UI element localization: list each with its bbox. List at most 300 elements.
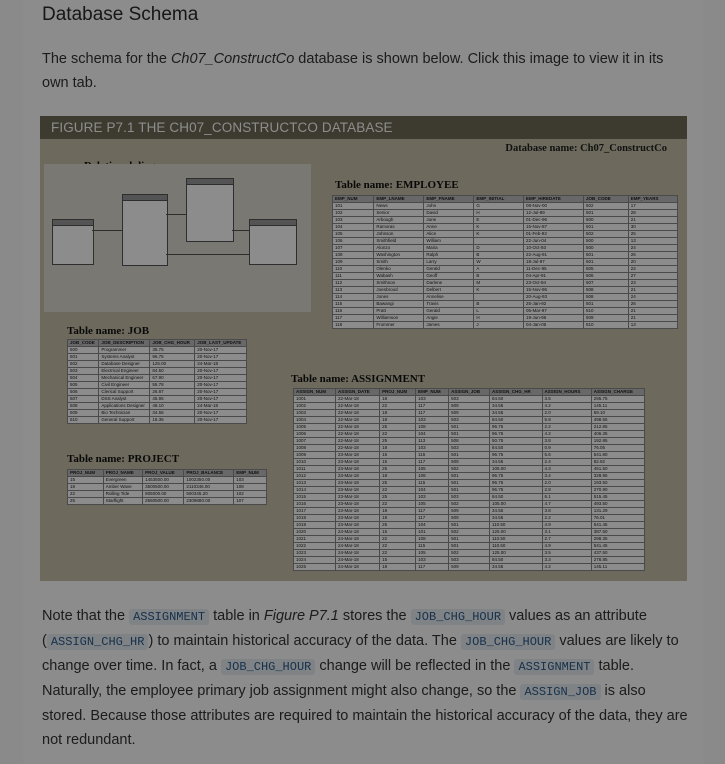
employee-row (333, 322, 678, 329)
table-cell: 23-Mar-18 (336, 473, 380, 480)
employee-table (332, 195, 678, 329)
table-cell: 3500500.00 (143, 484, 184, 491)
table-cell: 1008 (294, 445, 336, 452)
assignment-row (294, 564, 645, 571)
table-cell: 20-Nov-17 (195, 389, 247, 396)
assignment-header-row (294, 389, 645, 396)
table-cell: 541.45 (591, 522, 644, 529)
column-header: EMP_YEARS (628, 196, 677, 203)
table-cell: 212.85 (591, 424, 644, 431)
table-cell: 1022 (294, 543, 336, 550)
table-cell: Delbert (424, 287, 474, 294)
project-table (67, 469, 267, 505)
table-cell: 22 (628, 266, 677, 273)
table-cell: Bawangi (374, 301, 424, 308)
table-cell: 503 (449, 445, 490, 452)
table-cell: 500 (583, 245, 628, 252)
table-cell: Frommer (374, 322, 424, 329)
table-cell: 1002350.00 (184, 477, 234, 484)
table-cell: 20-Nov-17 (195, 410, 247, 417)
table-cell: 20-Nov-17 (195, 396, 247, 403)
table-cell: 1001 (294, 396, 336, 403)
table-cell: 13 (628, 238, 677, 245)
table-cell: 20-Aug-93 (523, 294, 583, 301)
table-cell: 28 (628, 210, 677, 217)
table-cell: 437.50 (591, 550, 644, 557)
table-cell: 105 (416, 466, 449, 473)
table-cell: 502 (449, 466, 490, 473)
table-cell: 125.00 (489, 529, 542, 536)
table-cell: 2309880.00 (184, 498, 234, 505)
table-cell: 1007 (294, 438, 336, 445)
entity-assignment (186, 178, 234, 242)
table-cell: 18-Jul-97 (523, 259, 583, 266)
table-cell: 3.1 (542, 529, 591, 536)
table-cell: Williamson (374, 315, 424, 322)
table-cell: 11-Dec-95 (523, 266, 583, 273)
table-cell: Amber Wave (103, 484, 142, 491)
table-cell: 15-Nov-87 (523, 224, 583, 231)
table-cell: 509 (449, 515, 490, 522)
column-header: PROJ_NUM (68, 470, 104, 477)
table-cell: Wabash (374, 273, 424, 280)
table-cell: Rolling Tide (103, 491, 142, 498)
assignment-row (294, 543, 645, 550)
table-cell: 34.55 (489, 403, 542, 410)
table-cell: 18 (380, 473, 416, 480)
table-cell: 508 (583, 294, 628, 301)
table-cell: 5.6 (542, 452, 591, 459)
column-header: PROJ_NUM (380, 389, 416, 396)
table-cell: 1453500.00 (143, 477, 184, 484)
table-cell: 102 (234, 491, 267, 498)
table-cell: Starflight (103, 498, 142, 505)
assignment-row (294, 557, 645, 564)
table-cell: Olenko (374, 266, 424, 273)
table-cell: 34.55 (489, 515, 542, 522)
entity-project (249, 219, 297, 265)
table-cell: H (474, 210, 524, 217)
assignment-row (294, 515, 645, 522)
table-cell: 112 (333, 280, 374, 287)
table-cell: 503 (449, 494, 490, 501)
table-cell: 387.50 (591, 529, 644, 536)
table-cell: 5.9 (542, 417, 591, 424)
column-header: JOB_DESCRIPTION (99, 340, 150, 347)
table-cell: 116 (333, 308, 374, 315)
assignment-row (294, 403, 645, 410)
assignment-row (294, 473, 645, 480)
table-cell: 507 (68, 396, 99, 403)
table-cell: 27 (628, 273, 677, 280)
table-cell: Alonzo (374, 245, 424, 252)
table-cell: 500 (583, 238, 628, 245)
table-cell: 15-Nov-96 (523, 287, 583, 294)
table-cell: Smithson (374, 280, 424, 287)
table-cell: 30 (628, 224, 677, 231)
table-cell: 501 (449, 543, 490, 550)
table-cell: 96.75 (489, 473, 542, 480)
table-cell: Jones (374, 294, 424, 301)
table-cell: 22 (380, 501, 416, 508)
table-cell: W (474, 259, 524, 266)
table-cell: 501 (449, 473, 490, 480)
assignment-row (294, 480, 645, 487)
table-cell: 131.29 (591, 508, 644, 515)
table-cell: 115 (416, 480, 449, 487)
assignment-row (294, 417, 645, 424)
table-cell: Alice (424, 231, 474, 238)
table-cell: 1011 (294, 466, 336, 473)
table-cell: 34.55 (489, 459, 542, 466)
assignment-row (294, 529, 645, 536)
table-cell: 2.0 (542, 480, 591, 487)
table-cell: 1014 (294, 487, 336, 494)
table-cell: 22 (68, 491, 104, 498)
entity-job (52, 219, 94, 265)
column-header: EMP_FNAME (424, 196, 474, 203)
table-cell: 509 (68, 410, 99, 417)
table-cell: 18 (380, 396, 416, 403)
column-header: EMP_LNAME (374, 196, 424, 203)
table-cell: 108 (416, 536, 449, 543)
table-cell: 84.50 (489, 445, 542, 452)
table-cell: 2.8 (542, 487, 591, 494)
table-cell: 505 (583, 266, 628, 273)
table-cell: 6.1 (542, 494, 591, 501)
table-cell: 18 (380, 564, 416, 571)
table-cell: 502 (449, 501, 490, 508)
table-cell: 01-Feb-93 (523, 231, 583, 238)
table-cell: M (474, 280, 524, 287)
table-cell: 23-Mar-18 (336, 459, 380, 466)
table-cell: 111 (333, 273, 374, 280)
table-cell: B (474, 273, 524, 280)
table-cell: 105 (333, 231, 374, 238)
column-header: EMP_NUM (234, 470, 267, 477)
table-cell: 101 (416, 529, 449, 536)
table-cell: 1015 (294, 494, 336, 501)
table-cell: 4.3 (542, 466, 591, 473)
table-cell: 15 (380, 452, 416, 459)
table-cell: 406.35 (591, 431, 644, 438)
job-row (68, 354, 247, 361)
table-cell: 67.90 (150, 375, 195, 382)
table-cell: 25-Jan-92 (523, 301, 583, 308)
table-cell: 145.11 (591, 403, 644, 410)
database-name-label: Database name: Ch07_ConstructCo (505, 143, 667, 154)
employee-row (333, 231, 678, 238)
assignment-row (294, 431, 645, 438)
table-cell: 23-Mar-18 (336, 494, 380, 501)
table-cell: 509 (449, 508, 490, 515)
table-cell: 26.87 (150, 389, 195, 396)
table-cell: 2650500.00 (143, 498, 184, 505)
job-row (68, 368, 247, 375)
column-header: ASSIGN_CHARGE (591, 389, 644, 396)
table-cell: K (474, 224, 524, 231)
table-cell: 109 (333, 259, 374, 266)
assignment-row (294, 550, 645, 557)
column-header: EMP_INITIAL (474, 196, 524, 203)
table-cell: Angie (424, 315, 474, 322)
job-row (68, 410, 247, 417)
job-row (68, 403, 247, 410)
table-cell: 15 (380, 459, 416, 466)
table-cell: 115 (416, 543, 449, 550)
table-cell: 1005 (294, 424, 336, 431)
table-cell: 19-Jun-96 (523, 315, 583, 322)
project-row (68, 498, 267, 505)
table-cell: 23-Mar-18 (336, 452, 380, 459)
table-cell: 500 (68, 347, 99, 354)
table-cell: 510 (583, 322, 628, 329)
table-cell: 22 (380, 536, 416, 543)
table-cell: K (474, 287, 524, 294)
table-cell: 23-Mar-18 (336, 522, 380, 529)
table-cell: G (474, 203, 524, 210)
table-cell: 84.50 (150, 368, 195, 375)
table-cell: Evergreen (103, 477, 142, 484)
table-cell: 25 (628, 231, 677, 238)
column-header: ASSIGN_CHG_HR (489, 389, 542, 396)
table-cell: 4.7 (542, 501, 591, 508)
table-cell: Civil Engineer (99, 382, 150, 389)
table-cell: 502 (449, 529, 490, 536)
table-cell (474, 238, 524, 245)
table-cell: 18 (380, 445, 416, 452)
table-cell: 105.00 (489, 501, 542, 508)
employee-row (333, 259, 678, 266)
assignment-row (294, 501, 645, 508)
table-cell: 08-Nov-00 (523, 203, 583, 210)
table-cell: D (474, 245, 524, 252)
table-cell: 45.95 (150, 396, 195, 403)
table-cell: 96.75 (489, 480, 542, 487)
table-cell: 1018 (294, 515, 336, 522)
table-cell: 508 (583, 287, 628, 294)
table-cell: 110 (333, 266, 374, 273)
table-cell: 117 (416, 508, 449, 515)
table-cell: 108 (234, 484, 267, 491)
table-cell: 1025 (294, 564, 336, 571)
table-cell: 96.75 (489, 487, 542, 494)
table-cell: 3.5 (542, 550, 591, 557)
assignment-row (294, 424, 645, 431)
table-cell: 96.75 (150, 354, 195, 361)
table-cell: 509 (583, 315, 628, 322)
table-cell: B (474, 301, 524, 308)
table-cell: Smithfield (374, 238, 424, 245)
table-cell: 25 (68, 498, 104, 505)
table-cell: 104 (333, 224, 374, 231)
table-cell: 104 (416, 522, 449, 529)
table-cell: 10-Oct-93 (523, 245, 583, 252)
column-header: PROJ_VALUE (143, 470, 184, 477)
table-cell: 24-Mar-18 (195, 403, 247, 410)
job-row (68, 396, 247, 403)
table-cell: Systems Analyst (99, 354, 150, 361)
table-cell: 110.50 (489, 522, 542, 529)
assignment-row (294, 536, 645, 543)
table-cell: 50.75 (489, 438, 542, 445)
table-cell: 69.10 (591, 410, 644, 417)
table-cell: 501 (583, 210, 628, 217)
table-cell: 23 (628, 280, 677, 287)
employee-row (333, 252, 678, 259)
table-cell: 20-Nov-17 (195, 347, 247, 354)
table-cell: 48.10 (150, 403, 195, 410)
table-cell: 500 (583, 217, 628, 224)
table-cell: 105 (416, 501, 449, 508)
relationship-line (92, 230, 122, 231)
page-title: Database Schema (42, 4, 199, 25)
table-cell: 4.2 (542, 403, 591, 410)
table-cell: 1023 (294, 550, 336, 557)
table-cell: 23-Mar-18 (336, 480, 380, 487)
table-cell: Ramoras (374, 224, 424, 231)
table-cell: Darlene (424, 280, 474, 287)
table-cell: Gerald (424, 266, 474, 273)
table-cell: 24 (628, 294, 677, 301)
table-cell: 21 (628, 217, 677, 224)
table-cell: J (474, 322, 524, 329)
table-cell: 541.80 (591, 452, 644, 459)
table-cell: 501 (449, 424, 490, 431)
table-cell: 34.55 (489, 410, 542, 417)
table-cell: 55.78 (150, 382, 195, 389)
table-cell: 501 (449, 522, 490, 529)
table-cell: 22-Mar-18 (336, 445, 380, 452)
table-cell: 125.00 (489, 550, 542, 557)
table-cell: 2.0 (542, 410, 591, 417)
job-row (68, 361, 247, 368)
table-cell: 117 (416, 515, 449, 522)
job-row (68, 382, 247, 389)
employee-row (333, 280, 678, 287)
employee-header-row (333, 196, 678, 203)
relationship-line (166, 254, 249, 255)
table-cell: 1016 (294, 501, 336, 508)
table-cell: Washington (374, 252, 424, 259)
table-cell: 26 (628, 301, 677, 308)
column-header: ASSIGN_HOURS (542, 389, 591, 396)
table-cell: 805000.00 (143, 491, 184, 498)
assignment-row (294, 487, 645, 494)
table-cell: 76.01 (591, 515, 644, 522)
table-cell: 34.55 (150, 410, 195, 417)
table-cell: 118 (333, 322, 374, 329)
table-cell: 17 (628, 203, 677, 210)
table-cell: 20-Nov-17 (195, 417, 247, 424)
table-cell: 25 (380, 424, 416, 431)
table-cell: 35.75 (150, 347, 195, 354)
table-cell: 24 (628, 245, 677, 252)
table-cell: 506 (583, 273, 628, 280)
table-cell: 108 (416, 424, 449, 431)
table-cell: 145.11 (591, 564, 644, 571)
table-cell: 24-Mar-18 (336, 529, 380, 536)
table-cell: 501 (583, 301, 628, 308)
table-cell: 22-Mar-18 (336, 417, 380, 424)
table-cell: Pratt (374, 308, 424, 315)
code-assign-job: ASSIGN_JOB (520, 684, 600, 700)
table-cell: 22 (380, 487, 416, 494)
table-cell: 103 (416, 445, 449, 452)
table-cell: 96.75 (489, 424, 542, 431)
table-cell: 76.05 (591, 445, 644, 452)
table-cell: Gerald (424, 308, 474, 315)
table-cell: 05-Mar-97 (523, 308, 583, 315)
employee-row (333, 210, 678, 217)
employee-row (333, 238, 678, 245)
table-cell: 4.2 (542, 431, 591, 438)
table-cell: 3.5 (542, 396, 591, 403)
employee-row (333, 224, 678, 231)
table-cell: Arbough (374, 217, 424, 224)
table-cell: 500345.20 (184, 491, 234, 498)
column-header: ASSIGN_JOB (449, 389, 490, 396)
project-row (68, 477, 267, 484)
assignment-row (294, 445, 645, 452)
table-cell: 108 (416, 473, 449, 480)
project-table-label: Table name: PROJECT (67, 453, 180, 465)
table-cell: Mechanical Engineer (99, 375, 150, 382)
table-cell: 22 (380, 403, 416, 410)
table-cell: 501 (583, 259, 628, 266)
table-cell: 12-Jul-89 (523, 210, 583, 217)
schema-figure-image[interactable] (40, 116, 687, 581)
table-cell: Electrical Engineer (99, 368, 150, 375)
table-cell: E (474, 217, 524, 224)
table-cell: 501 (583, 252, 628, 259)
table-cell: 510 (583, 308, 628, 315)
code-assignment: ASSIGNMENT (129, 609, 209, 625)
table-cell: 22-Mar-18 (336, 403, 380, 410)
table-cell: 25 (380, 438, 416, 445)
table-cell: 18 (380, 410, 416, 417)
table-cell: 501 (68, 354, 99, 361)
table-cell: 105 (416, 550, 449, 557)
table-cell: 501 (449, 487, 490, 494)
table-cell: 113 (333, 287, 374, 294)
table-cell: H (474, 315, 524, 322)
assignment-row (294, 508, 645, 515)
table-cell: 22-Mar-18 (336, 410, 380, 417)
table-cell: 0.9 (542, 445, 591, 452)
column-header: EMP_HIREDATE (523, 196, 583, 203)
assignment-row (294, 522, 645, 529)
assignment-row (294, 438, 645, 445)
table-cell: 270.90 (591, 487, 644, 494)
table-cell: 23-Oct-94 (523, 280, 583, 287)
column-header: EMP_NUM (416, 389, 449, 396)
table-cell: 13 (628, 322, 677, 329)
job-row (68, 347, 247, 354)
entity-employee (122, 194, 168, 266)
table-cell: 193.50 (591, 480, 644, 487)
table-cell: 1004 (294, 417, 336, 424)
content-page (23, 0, 703, 764)
table-cell: 24-Mar-18 (336, 543, 380, 550)
table-cell: 117 (416, 410, 449, 417)
table-cell: 192.85 (591, 438, 644, 445)
table-cell: 23-Mar-18 (336, 501, 380, 508)
table-cell: 125.00 (150, 361, 195, 368)
table-cell: 298.35 (591, 536, 644, 543)
table-cell: 23-Mar-18 (336, 487, 380, 494)
table-cell: DSS Analyst (99, 396, 150, 403)
